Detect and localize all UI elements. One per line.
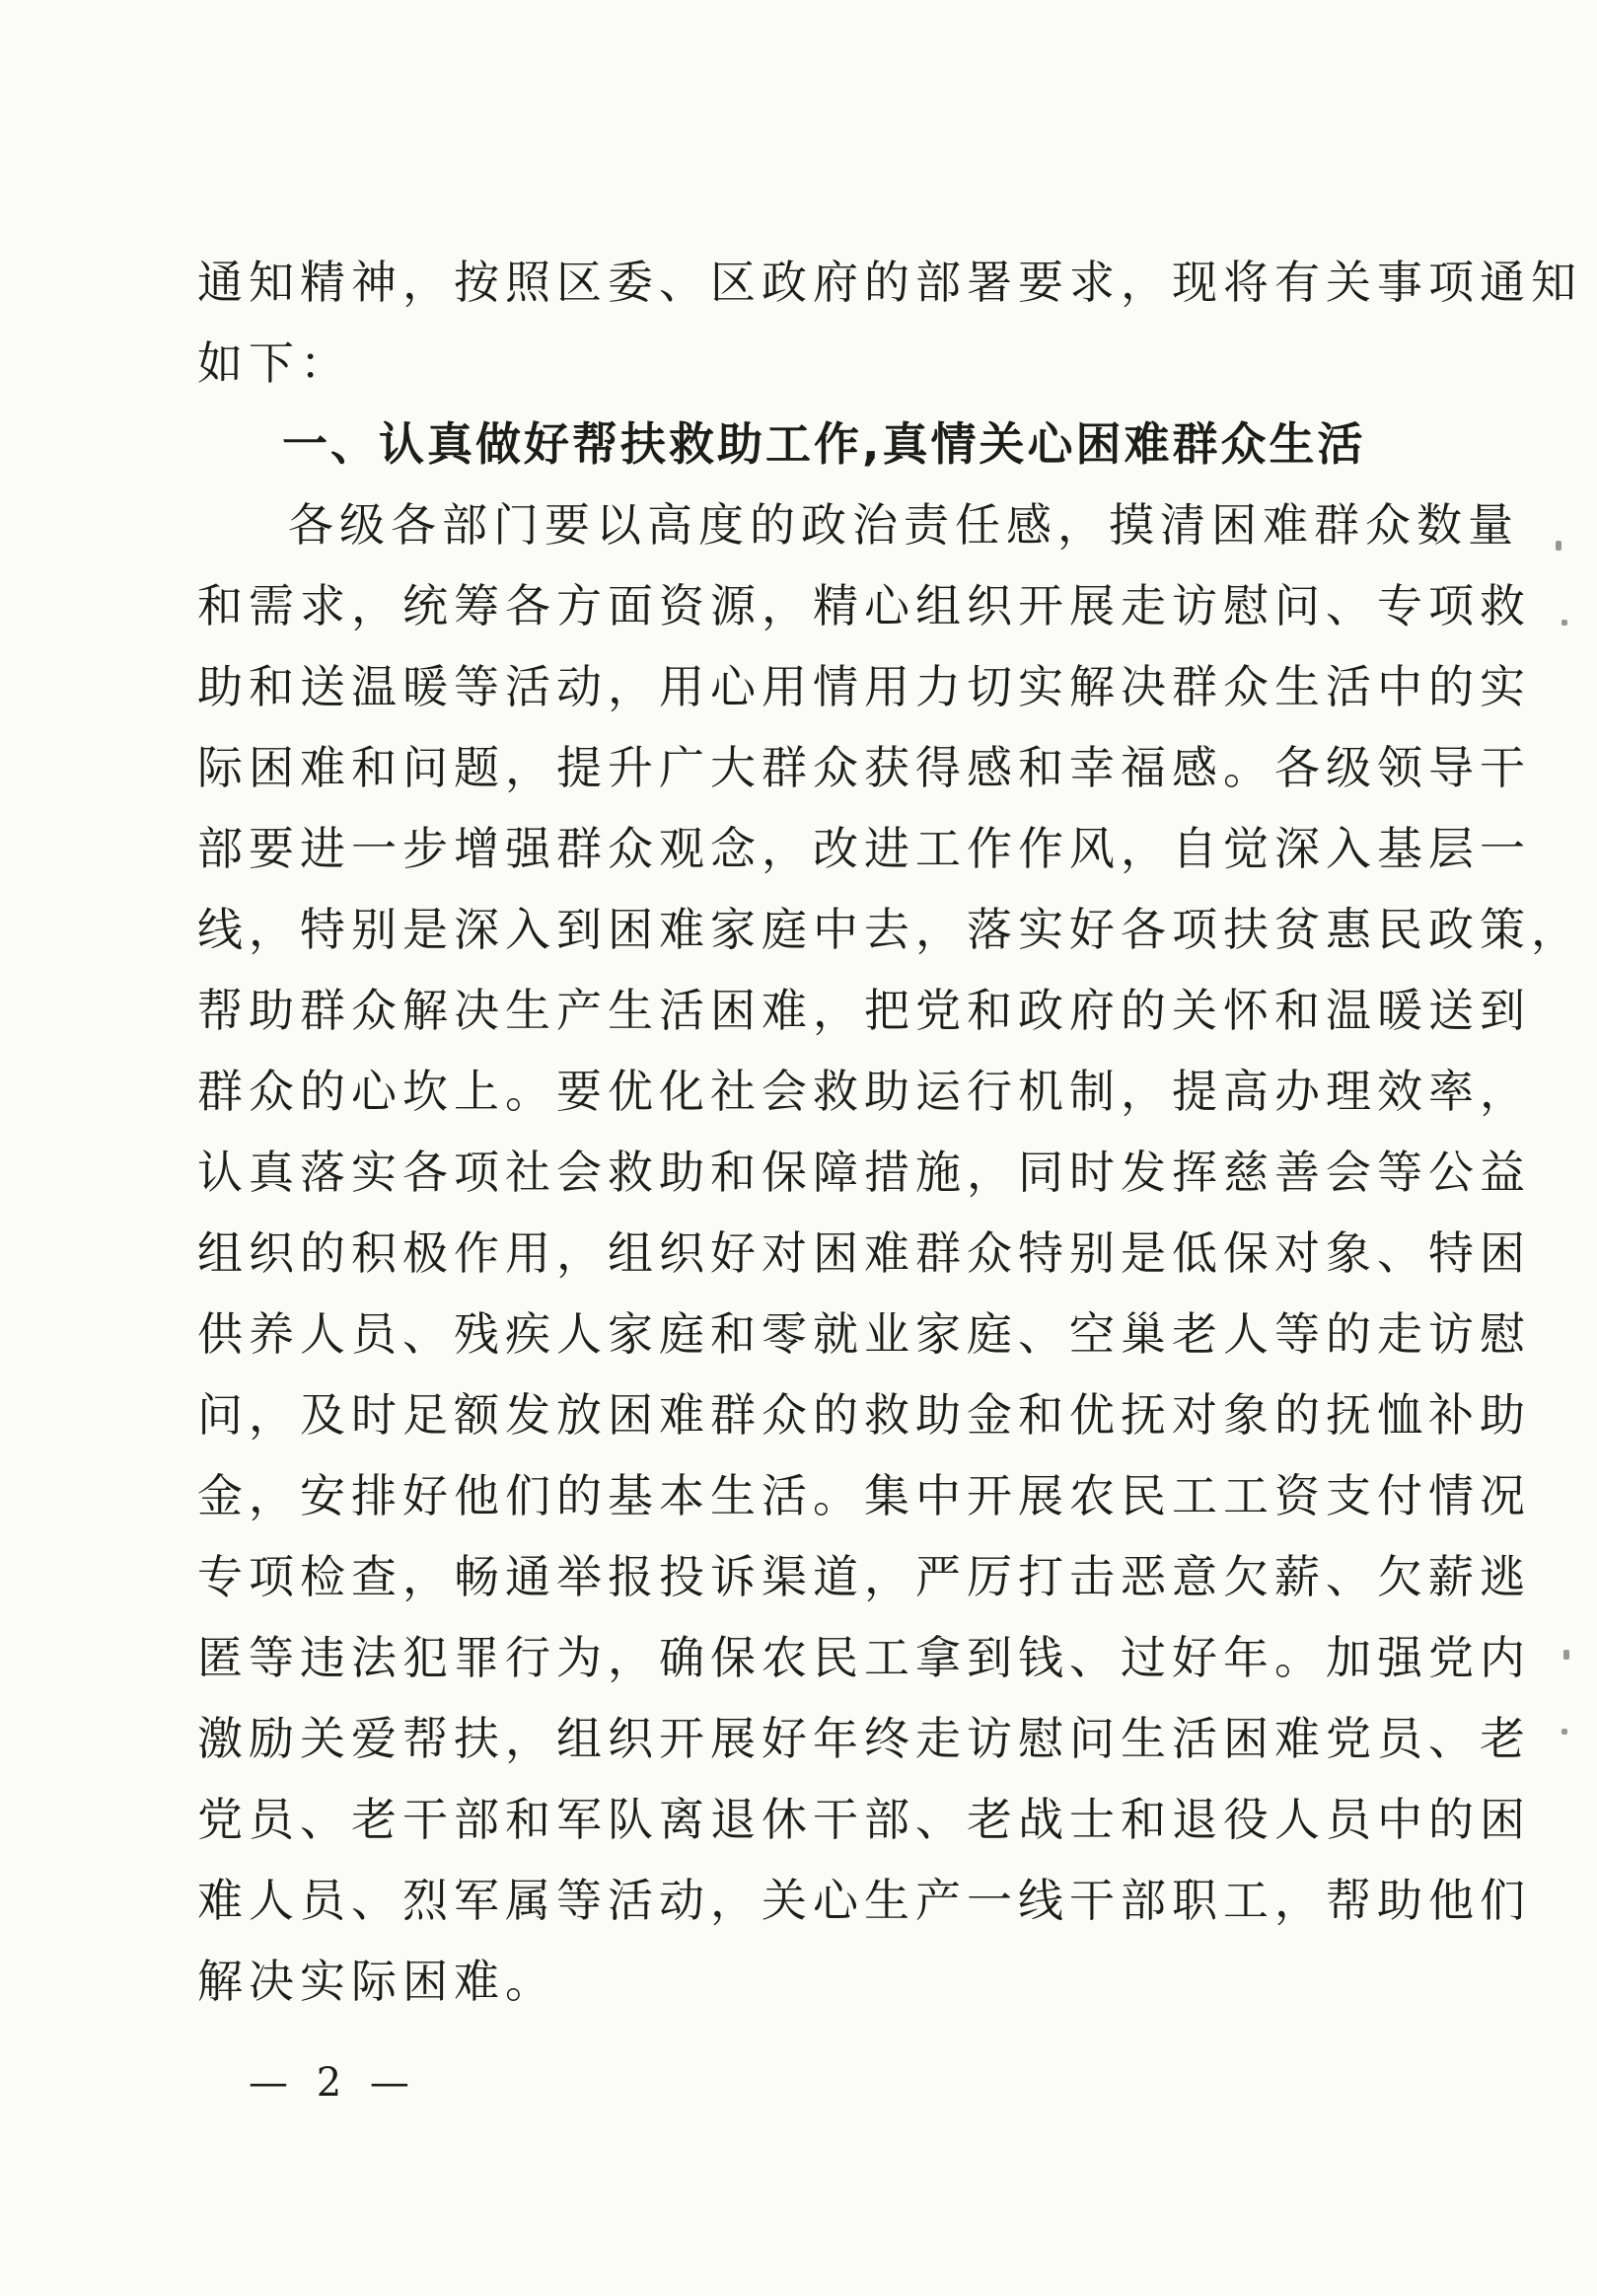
text-line: 解决实际困难。 xyxy=(197,1955,556,2008)
text-line: 专项检查，畅通举报投诉渠道，严厉打击恶意欠薪、欠薪逃 xyxy=(197,1550,1531,1603)
text-line: 难人员、烈军属等活动，关心生产一线干部职工，帮助他们 xyxy=(197,1874,1531,1927)
text-line: 通知精神，按照区委、区政府的部署要求，现将有关事项通知 xyxy=(197,256,1582,309)
section-heading: 一、认真做好帮扶救助工作,真情关心困难群众生活 xyxy=(282,417,1366,471)
text-line: 激励关爱帮扶，组织开展好年终走访慰问生活困难党员、老 xyxy=(197,1712,1531,1765)
binding-hole-mark xyxy=(1561,1729,1567,1735)
text-line: 线，特别是深入到困难家庭中去，落实好各项扶贫惠民政策， xyxy=(197,903,1582,956)
text-line: 认真落实各项社会救助和保障措施，同时发挥慈善会等公益 xyxy=(197,1146,1531,1199)
text-line: 群众的心坎上。要优化社会救助运行机制，提高办理效率， xyxy=(197,1065,1531,1118)
text-line: 部要进一步增强群众观念，改进工作作风，自觉深入基层一 xyxy=(197,822,1531,875)
page-number: — 2 — xyxy=(249,2060,417,2106)
binding-hole-mark xyxy=(1556,541,1561,551)
text-line: 匿等违法犯罪行为，确保农民工拿到钱、过好年。加强党内 xyxy=(197,1631,1531,1684)
text-line: 党员、老干部和军队离退休干部、老战士和退役人员中的困 xyxy=(197,1793,1531,1846)
text-line: 如下： xyxy=(197,336,351,390)
text-line: 各级各部门要以高度的政治责任感，摸清困难群众数量 xyxy=(288,498,1519,552)
text-line: 供养人员、残疾人家庭和零就业家庭、空巢老人等的走访慰 xyxy=(197,1307,1531,1361)
text-line: 和需求，统筹各方面资源，精心组织开展走访慰问、专项救 xyxy=(197,579,1531,632)
text-line: 金，安排好他们的基本生活。集中开展农民工工资支付情况 xyxy=(197,1469,1531,1522)
text-line: 组织的积极作用，组织好对困难群众特别是低保对象、特困 xyxy=(197,1226,1531,1280)
binding-hole-mark xyxy=(1563,1650,1569,1660)
text-line: 际困难和问题，提升广大群众获得感和幸福感。各级领导干 xyxy=(197,741,1531,794)
text-line: 助和送温暖等活动，用心用情用力切实解决群众生活中的实 xyxy=(197,660,1531,713)
body-text xyxy=(197,242,1582,2022)
text-line: 问，及时足额发放困难群众的救助金和优抚对象的抚恤补助 xyxy=(197,1388,1531,1442)
binding-hole-mark xyxy=(1561,620,1567,626)
text-line: 帮助群众解决生产生活困难，把党和政府的关怀和温暖送到 xyxy=(197,984,1531,1037)
